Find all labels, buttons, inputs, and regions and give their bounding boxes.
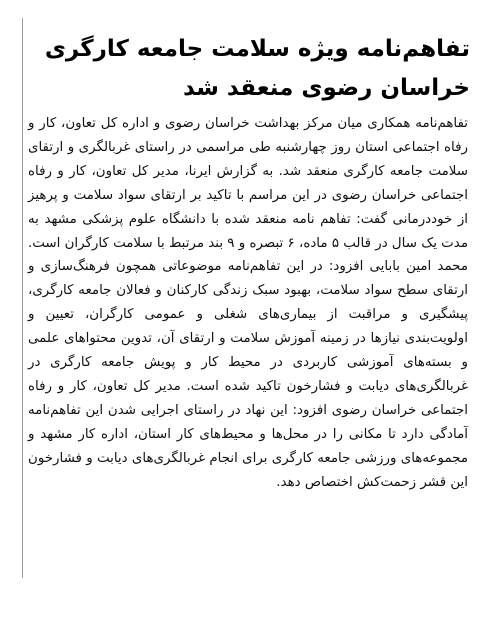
column-divider <box>22 18 23 578</box>
article-body: تفاهم‌نامه همکاری میان مرکز بهداشت خراسان رضوی و اداره کل تعاون، کار و رفاه اجتماعی استان روز چهارشنبه طی مراسمی در راستای غربالگری و ارتقای سلامت جامعه کارگری منعقد شد. به گزارش ایرنا، مدیر کل تعاون، کار و رفاه اجتماعی خراسان رضوی در این مراسم با تاکید بر ارتقای سواد سلامت و پرهیز از خوددرمانی گفت: تفاهم نامه منعقد شده با دانشگاه علوم پزشکی مشهد به مدت یک سال در قالب ۵ ماده، ۶ تبصره و ۹ بند مرتبط با سلامت کارگران است. محمد امین بابایی افزود: در این تفاهم‌نامه موضوعاتی همچون فرهنگ‌سازی و ارتقای سطح سواد سلامت، بهبود سبک زندگی کارکنان و فعالان جامعه کارگری، پیشگیری و مراقبت از بیماری‌های شغلی و عمومی کارگران، تعیین و اولویت‌بندی نیازها در زمینه آموزش سلامت و ارتقای آن، تدوین محتواهای علمی و بسته‌های آموزشی کاربردی در محیط کار و پویش جامعه کارگری در غربالگری‌های دیابت و فشارخون تاکید شده است. مدیر کل تعاون، کار و رفاه اجتماعی خراسان رضوی افزود: این نهاد در راستای اجرایی شدن این تفاهم‌نامه آمادگی دارد تا مکانی را در محل‌ها و محیط‌های کار استان، اداره کار مشهد و مجموعه‌های ورزشی جامعه کارگری برای انجام غربالگری‌های دیابت و فشارخون این قشر زحمت‌کش اختصاص دهد. <box>28 116 468 490</box>
news-article <box>10 18 480 630</box>
article-headline: تفاهم‌نامه ویژه سلامت جامعه کارگری خراسان رضوی منعقد شد <box>44 36 470 101</box>
